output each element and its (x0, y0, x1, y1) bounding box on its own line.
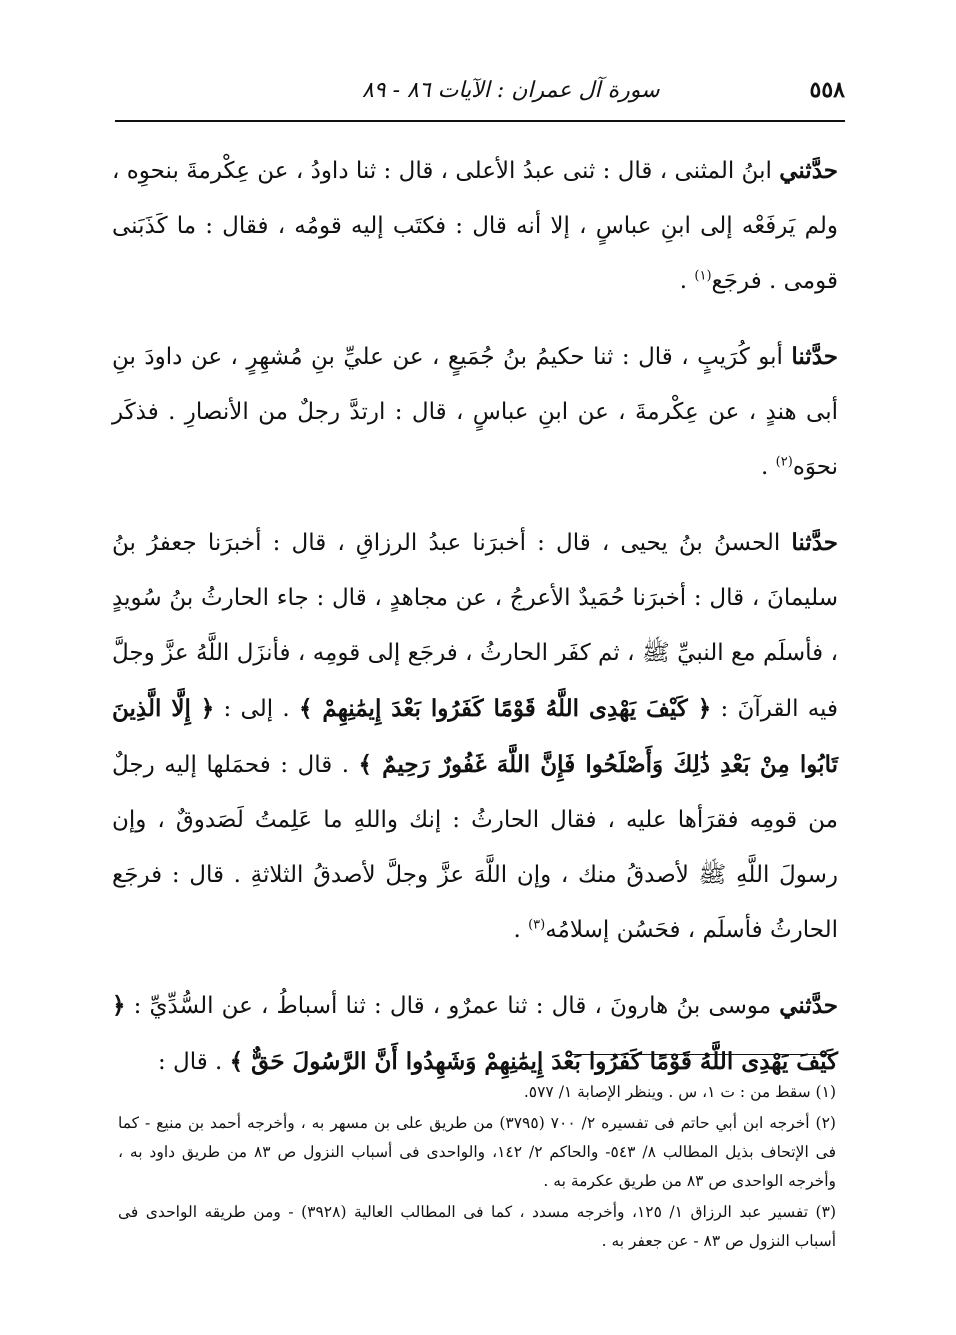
running-title: سورة آل عمران : الآيات ٨٦ - ٨٩ (361, 77, 660, 103)
main-text (112, 143, 838, 1110)
quran-verse: ﴿ كَيْفَ يَهْدِى اللَّهُ قَوْمًا كَفَرُوا بَعْدَ إِيمَٰنِهِمْ وَشَهِدُوا أَنَّ الرَّسُولَ حَقٌّ ﴾ (112, 992, 838, 1075)
footnote: (٣) تفسير عبد الرزاق ١/ ١٢٥، وأخرجه مسدد ، كما فى المطالب العالية (٣٩٢٨) - ومن طريقه الواحدى فى أسباب النزول ص ٨٣ - عن جعفر به . (118, 1203, 836, 1250)
paragraph-end: . (761, 454, 776, 480)
paragraph-text: . إلى : (214, 696, 299, 722)
footnote-marker: (٣) (528, 917, 546, 933)
hadith-paragraph (112, 143, 838, 309)
page-header (115, 62, 845, 118)
footnote: (١) سقط من : ت ١، س . وينظر الإصابة ١/ ٥٧٧. (523, 1083, 836, 1101)
quran-verse: ﴿ إِلَّا الَّذِينَ تَابُوا مِنْ بَعْدِ ذَٰلِكَ وَأَصْلَحُوا فَإِنَّ اللَّهَ غَفُورٌ رَحِيمٌ ﴾ (112, 695, 838, 778)
paragraph-text: . قال : (157, 1049, 230, 1075)
narration-lead: حدَّثنا (791, 343, 838, 370)
paragraph-end: . (513, 917, 529, 943)
paragraph-text: ابنُ المثنى ، قال : ثنى عبدُ الأعلى ، قال : ثنا داودُ ، عن عِكْرمةَ بنحوِه ، ولم يَرفَعْه إلى ابنِ عباسٍ ، إلا أنه قال : فكتَب إليه قومُه ، فقال : ما كَذَبَنى قومى . فرجَع (112, 158, 838, 294)
hadith-paragraph (112, 329, 838, 495)
narration-lead: حدَّثني (779, 992, 838, 1019)
header-rule (115, 120, 845, 122)
paragraph-text: موسى بنُ هارونَ ، قال : ثنا عمرٌو ، قال : ثنا أسباطُ ، عن السُّدِّيِّ : (125, 993, 780, 1019)
paragraph-end: . (679, 268, 695, 294)
footnote-marker: (٢) (775, 454, 793, 470)
footnote-separator (570, 1054, 832, 1055)
narration-lead: حدَّثنا (791, 529, 838, 556)
hadith-paragraph (112, 515, 838, 958)
paragraph-text: أبو كُرَيبٍ ، قال : ثنا حكيمُ بنُ جُمَيعٍ ، عن عليِّ بنِ مُشهِرٍ ، عن داودَ بنِ أبى هندٍ ، عن عِكْرمةَ ، عن ابنِ عباسٍ ، قال : ارتدَّ رجلٌ من الأنصارِ . فذكَر نحوَه (112, 344, 838, 480)
footnote: (٢) أخرجه ابن أبي حاتم فى تفسيره ٢/ ٧٠٠ (٣٧٩٥) من طريق على بن مسهر به ، وأخرجه أحمد بن منيع - كما فى الإتحاف بذيل المطالب ٨/ ٥٤٣- والحاكم ٢/ ١٤٢، والواحدى فى أسباب النزول ص ٨٣ من طريق داود به ، وأخرجه الواحدى ص ٨٣ من طريق عكرمة به . (118, 1114, 836, 1190)
page-number: ٥٥٨ (809, 77, 845, 103)
paragraph-text: . قال : فحمَلها إليه رجلٌ من قومِه فقرَأها عليه ، فقال الحارثُ : إنك واللهِ ما عَلِمتُ لَصَدوقٌ ، وإن رسولَ اللَّهِ ﷺ لأصدقُ منك ، وإن اللَّهَ عزَّ وجلَّ لأصدقُ الثلاثةِ . قال : فرجَع الحارثُ فأسلَم ، فحَسُن إسلامُه (112, 752, 838, 943)
footnote-marker: (١) (694, 268, 712, 284)
paragraph-text: الحسنُ بنُ يحيى ، قال : أخبرَنا عبدُ الرزاقِ ، قال : أخبرَنا جعفرُ بنُ سليمانَ ، قال : أخبرَنا حُمَيدٌ الأعرجُ ، عن مجاهدٍ ، قال : جاء الحارثُ بنُ سُويدٍ ، فأسلَم مع النبيِّ ﷺ ، ثم كفَر الحارثُ ، فرجَع إلى قومِه ، فأنزَل اللَّهُ عزَّ وجلَّ فيه القرآنَ : (112, 530, 838, 722)
narration-lead: حدَّثني (779, 157, 838, 184)
hadith-paragraph (112, 978, 838, 1090)
footnotes (118, 1078, 836, 1258)
quran-verse: ﴿ كَيْفَ يَهْدِى اللَّهُ قَوْمًا كَفَرُوا بَعْدَ إِيمَٰنِهِمْ ﴾ (298, 695, 712, 722)
